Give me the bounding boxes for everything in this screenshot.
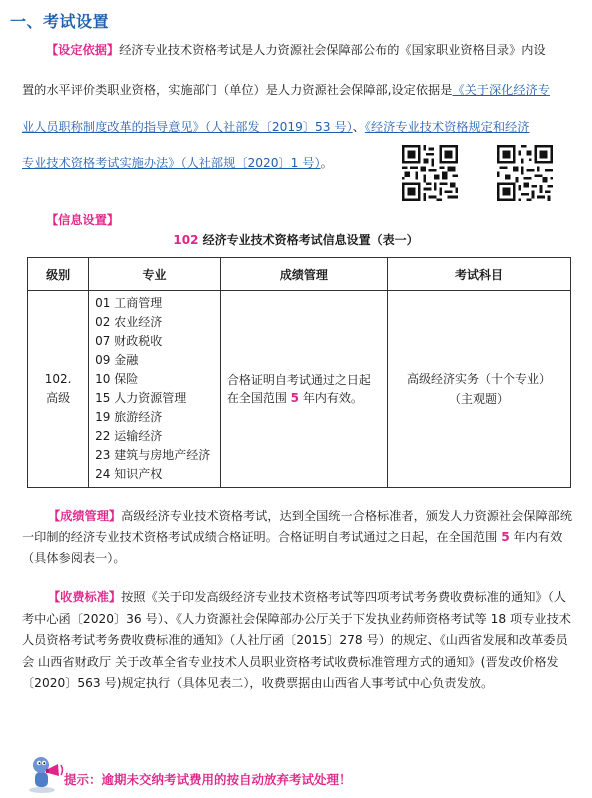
qr-code-icon bbox=[402, 145, 458, 201]
tip-text: 提示：逾期未交纳考试费用的按自动放弃考试处理！ bbox=[64, 772, 352, 787]
setting-line-4 bbox=[22, 155, 333, 171]
header-score: 成绩管理 bbox=[220, 258, 387, 291]
cell-level bbox=[28, 291, 89, 488]
score-text-b: 年内有效。 bbox=[299, 391, 363, 405]
policy-link-1[interactable]: 《关于深化经济专 bbox=[452, 83, 550, 97]
policy-link-2[interactable]: 《经济专业技术资格规定和经济 bbox=[364, 120, 530, 134]
setting-tag: 【设定依据】 bbox=[46, 43, 120, 57]
score-tag: 【成绩管理】 bbox=[48, 509, 122, 523]
setting-sep: 、 bbox=[352, 120, 365, 134]
table-header-row bbox=[28, 258, 571, 291]
list-item: 23 建筑与房地产经济 bbox=[95, 448, 211, 462]
setting-line-1 bbox=[46, 42, 546, 58]
table-title-num: 102 bbox=[173, 233, 199, 247]
policy-link-1-cont[interactable]: 业人员职称制度改革的指导意见》（人社部发〔2019〕53 号） bbox=[22, 120, 353, 134]
megaphone-mascot-icon bbox=[26, 752, 66, 794]
list-item: 02 农业经济 bbox=[95, 315, 163, 329]
policy-link-2-cont[interactable]: 专业技术资格考试实施办法》（人社部规〔2020〕1 号） bbox=[22, 156, 321, 170]
header-subject: 考试科目 bbox=[387, 258, 570, 291]
fee-paragraph bbox=[22, 587, 577, 695]
score-text-b: 年内有效（具体参阅表一）。 bbox=[22, 530, 563, 565]
setting-line-2 bbox=[22, 82, 550, 98]
qr-code-1[interactable] bbox=[402, 145, 458, 201]
list-item: 22 运输经济 bbox=[95, 429, 163, 443]
setting-line-3 bbox=[22, 119, 529, 135]
list-item: 24 知识产权 bbox=[95, 467, 163, 481]
header-major: 专业 bbox=[89, 258, 221, 291]
table-row bbox=[28, 291, 571, 488]
setting-end: 。 bbox=[320, 156, 333, 170]
fee-text: 按照《关于印发高级经济专业技术资格考试等四项考试考务费收费标准的通知》（人考中心函〔2020〕36 号）、《人力资源社会保障部办公厅关于下发执业药师资格考试等 18 项专业技术人员资格考试考务费收费标准的通知》（人社厅函〔2015〕278 号）的规定、《山西省发展和改革委员会 山西省财政厅 关于改革全省专业技术人员职业资格考试收费标准管理方式的通知》(晋发改价格发〔2020〕563 号)规定执行（具体见表二），收费票据由山西省人事考试中心负责发放。 bbox=[22, 590, 571, 690]
table-title-text: 经济专业技术资格考试信息设置（表一） bbox=[198, 233, 419, 247]
score-years: 5 bbox=[290, 391, 300, 405]
info-table bbox=[27, 257, 571, 488]
list-item: 10 保险 bbox=[95, 372, 139, 386]
cell-score bbox=[220, 291, 387, 488]
major-list bbox=[90, 292, 219, 486]
cell-subject: 高级经济实务（十个专业）（主观题） bbox=[387, 291, 570, 488]
section-title: 一、考试设置 bbox=[10, 12, 110, 31]
qr-code-icon bbox=[497, 145, 553, 201]
score-text-a: 高级经济专业技术资格考试，达到全国统一合格标准者，颁发人力资源社会保障部统一印制的经济专业技术资格考试成绩合格证明。合格证明自考试通过之日起，在全国范围 bbox=[22, 509, 573, 544]
qr-code-2[interactable] bbox=[497, 145, 553, 201]
cell-majors bbox=[89, 291, 221, 488]
list-item: 01 工商管理 bbox=[95, 296, 163, 310]
list-item: 09 金融 bbox=[95, 353, 139, 367]
table-title bbox=[0, 231, 592, 248]
level-text: 102. 高级 bbox=[44, 372, 72, 405]
header-level: 级别 bbox=[28, 258, 89, 291]
score-years: 5 bbox=[501, 530, 510, 544]
setting-text-2: 置的水平评价类职业资格，实施部门（单位）是人力资源社会保障部,设定依据是 bbox=[22, 83, 453, 97]
list-item: 07 财政税收 bbox=[95, 334, 163, 348]
score-paragraph bbox=[22, 506, 577, 569]
list-item: 19 旅游经济 bbox=[95, 410, 163, 424]
info-tag: 【信息设置】 bbox=[46, 213, 120, 227]
fee-tag: 【收费标准】 bbox=[48, 590, 122, 604]
list-item: 15 人力资源管理 bbox=[95, 391, 187, 405]
score-text-a: 合格证明自考试通过之日起 在全国范围 bbox=[226, 373, 371, 405]
setting-text-1: 经济专业技术资格考试是人力资源社会保障部公布的《国家职业资格目录》内设 bbox=[119, 43, 546, 57]
